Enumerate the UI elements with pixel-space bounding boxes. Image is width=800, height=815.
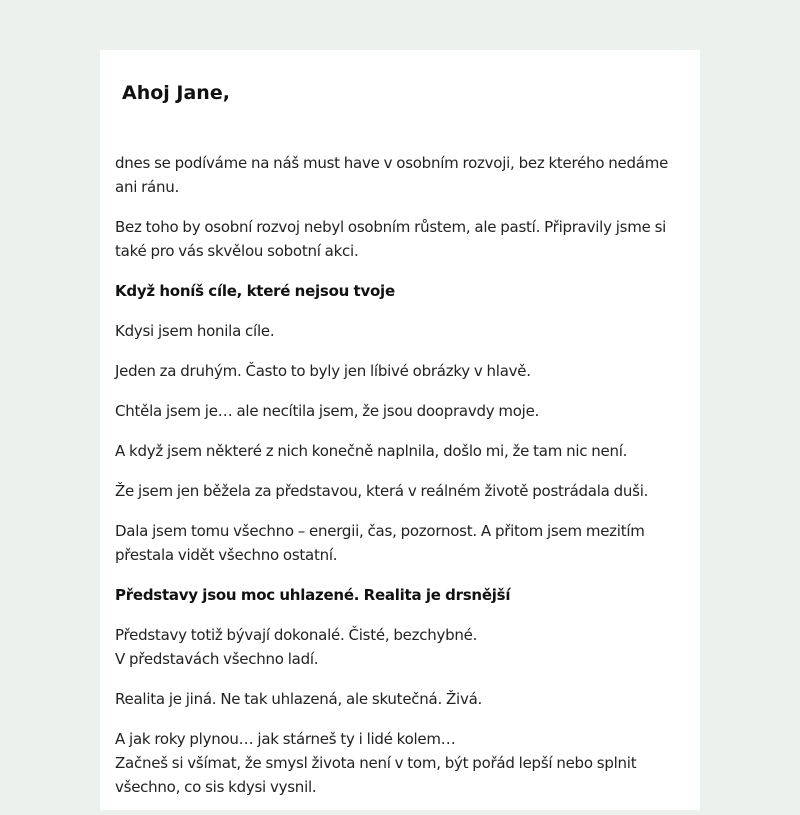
paragraph: Realita je jiná. Ne tak uhlazená, ale skutečná. Živá. bbox=[115, 690, 483, 708]
paragraph-line: Představy totiž bývají dokonalé. Čisté, bezchybné. bbox=[115, 626, 478, 644]
paragraph: Že jsem jen běžela za představou, která v reálném životě postrádala duši. bbox=[115, 482, 649, 500]
section-heading-reality: Představy jsou moc uhlazené. Realita je drsnější bbox=[115, 586, 511, 604]
paragraph-event: Bez toho by osobní rozvoj nebyl osobním růstem, ale pastí. Připravily jsme si také pro vás skvělou sobotní akci. bbox=[115, 218, 667, 260]
paragraph-line: Začneš si všímat, že smysl života není v tom, být pořád lepší nebo splnit všechno, co sis kdysi vysnil. bbox=[115, 754, 637, 796]
greeting-heading: Ahoj Jane, bbox=[122, 82, 230, 104]
section-heading-goals: Když honíš cíle, které nejsou tvoje bbox=[115, 282, 395, 300]
paragraph-line: A jak roky plynou… jak stárneš ty i lidé kolem… bbox=[115, 730, 456, 748]
paragraph: Jeden za druhým. Často to byly jen líbivé obrázky v hlavě. bbox=[115, 362, 531, 380]
email-body bbox=[115, 151, 690, 815]
paragraph-intro: dnes se podíváme na náš must have v osobním rozvoji, bez kterého nedáme ani ránu. bbox=[115, 154, 669, 196]
paragraph: Chtěla jsem je… ale necítila jsem, že jsou doopravdy moje. bbox=[115, 402, 540, 420]
paragraph-years bbox=[115, 727, 690, 799]
paragraph: A když jsem některé z nich konečně naplnila, došlo mi, že tam nic není. bbox=[115, 442, 628, 460]
paragraph-ideals bbox=[115, 623, 690, 671]
paragraph-line: V představách všechno ladí. bbox=[115, 650, 319, 668]
paragraph: Dala jsem tomu všechno – energii, čas, pozornost. A přitom jsem mezitím přestala vidět všechno ostatní. bbox=[115, 522, 645, 564]
email-card bbox=[100, 50, 700, 810]
paragraph: Kdysi jsem honila cíle. bbox=[115, 322, 275, 340]
